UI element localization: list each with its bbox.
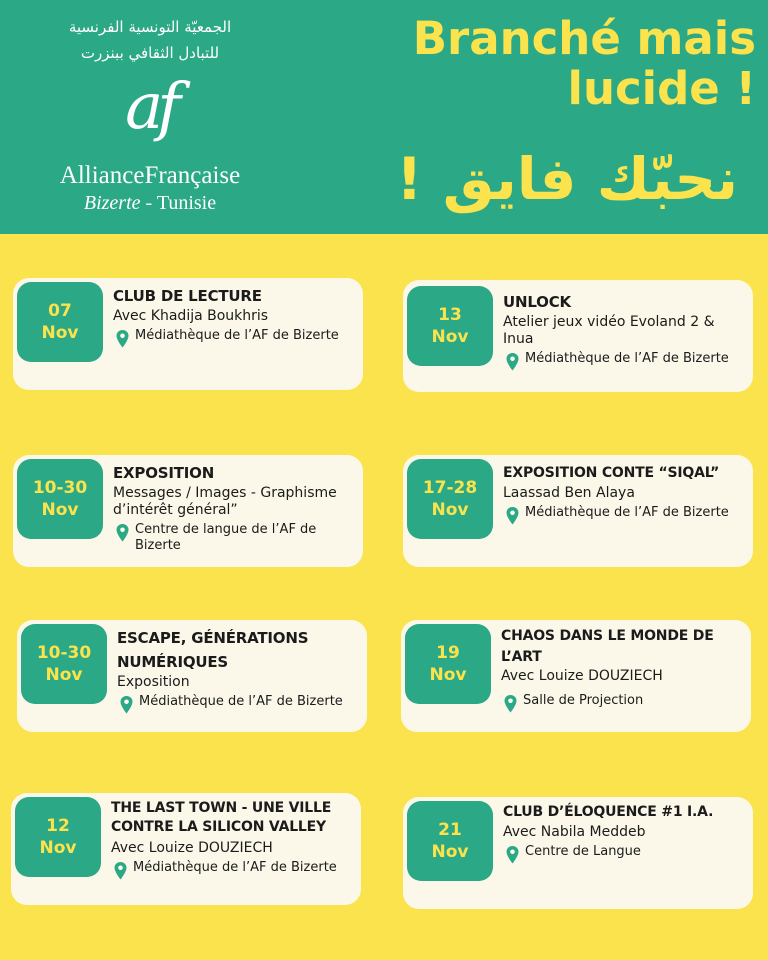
event-info [503,803,745,860]
event-location-text: Centre de Langue [525,844,641,859]
event-date [407,459,493,539]
event-card [403,797,753,909]
event-day: 10-30 [32,478,88,498]
event-month: Nov [41,323,79,343]
event-subtitle: Avec Nabila Meddeb [503,824,646,840]
event-month: Nov [429,665,467,685]
location-pin-icon [119,695,134,715]
event-day: 21 [438,820,462,840]
event-subtitle: Atelier jeux vidéo Evoland 2 & Inua [503,314,715,347]
event-location [111,860,353,876]
event-month: Nov [45,665,83,685]
event-date [407,801,493,881]
event-info [111,799,353,876]
event-title: EXPOSITION [113,464,215,482]
location-pin-icon [113,861,128,881]
event-subtitle: Avec Khadija Boukhris [113,308,269,324]
event-subtitle: Exposition [117,674,190,690]
location-pin-icon [115,329,130,349]
location-pin-icon [115,523,130,543]
event-info [113,284,355,344]
event-subtitle: Messages / Images - Graphisme d’intérêt général” [113,485,337,518]
event-location [117,694,359,710]
event-day: 19 [436,643,460,663]
slogan-french: Branché mais lucide ! [412,12,756,115]
org-city: Bizerte [83,192,141,214]
event-location-text: Médiathèque de l’AF de Bizerte [133,860,337,875]
event-day: 07 [48,301,72,321]
event-info [503,290,745,367]
af-logo: af [125,70,175,144]
event-title: CLUB DE LECTURE [113,287,262,305]
location-pin-icon [505,845,520,865]
event-title: CLUB D’ÉLOQUENCE #1 I.A. [503,804,714,820]
event-location [503,844,745,860]
event-title: EXPOSITION CONTE “SIQAL” [503,465,720,481]
event-card [13,455,363,567]
event-month: Nov [431,327,469,347]
header-banner [0,0,768,234]
event-date [17,459,103,539]
event-info [117,626,359,710]
event-location [503,505,745,521]
event-day: 17-28 [422,478,478,498]
org-location [20,190,280,216]
location-pin-icon [503,694,518,714]
event-location-text: Salle de Projection [523,693,644,708]
event-location [113,522,355,554]
location-pin-icon [505,506,520,526]
event-day: 13 [438,305,462,325]
event-day: 10-30 [36,643,92,663]
org-arabic-name [20,14,280,66]
slogan-arabic: نحبّك فايق ! [396,145,738,213]
event-month: Nov [39,838,77,858]
event-subtitle: Avec Louize DOUZIECH [111,840,273,856]
event-location-text: Centre de langue de l’AF de Bizerte [135,522,317,553]
event-date [15,797,101,877]
event-date [405,624,491,704]
event-card [11,793,361,905]
event-location-text: Médiathèque de l’AF de Bizerte [135,328,339,343]
event-card [13,278,363,390]
org-arabic-line2: للتبادل الثقافي ببنزرت [80,44,220,62]
event-title: ESCAPE, GÉNÉRATIONS NUMÉRIQUES [117,629,309,671]
event-info [113,461,355,554]
event-date [21,624,107,704]
org-arabic-line1: الجمعيّة التونسية الفرنسية [68,18,232,36]
location-pin-icon [505,352,520,372]
org-name: AllianceFrançaise [59,162,241,189]
event-date [17,282,103,362]
event-info [501,626,743,709]
org-country: - Tunisie [140,192,217,214]
event-month: Nov [431,842,469,862]
event-day: 12 [46,816,70,836]
event-month: Nov [431,500,469,520]
event-card [403,455,753,567]
event-location [113,328,355,344]
event-month: Nov [41,500,79,520]
event-title: THE LAST TOWN - UNE VILLE CONTRE LA SILICON VALLEY [111,800,332,835]
event-title: UNLOCK [503,293,571,311]
event-info [503,461,745,521]
event-card [17,620,367,732]
event-date [407,286,493,366]
event-location [503,351,745,367]
event-title: CHAOS DANS LE MONDE DE L’ART [501,628,714,665]
event-card [401,620,751,732]
event-card [403,280,753,392]
event-subtitle: Laassad Ben Alaya [503,485,635,501]
event-location-text: Médiathèque de l’AF de Bizerte [525,351,729,366]
event-location-text: Médiathèque de l’AF de Bizerte [139,694,343,709]
event-location [501,693,743,709]
event-subtitle: Avec Louize DOUZIECH [501,668,663,684]
event-location-text: Médiathèque de l’AF de Bizerte [525,505,729,520]
